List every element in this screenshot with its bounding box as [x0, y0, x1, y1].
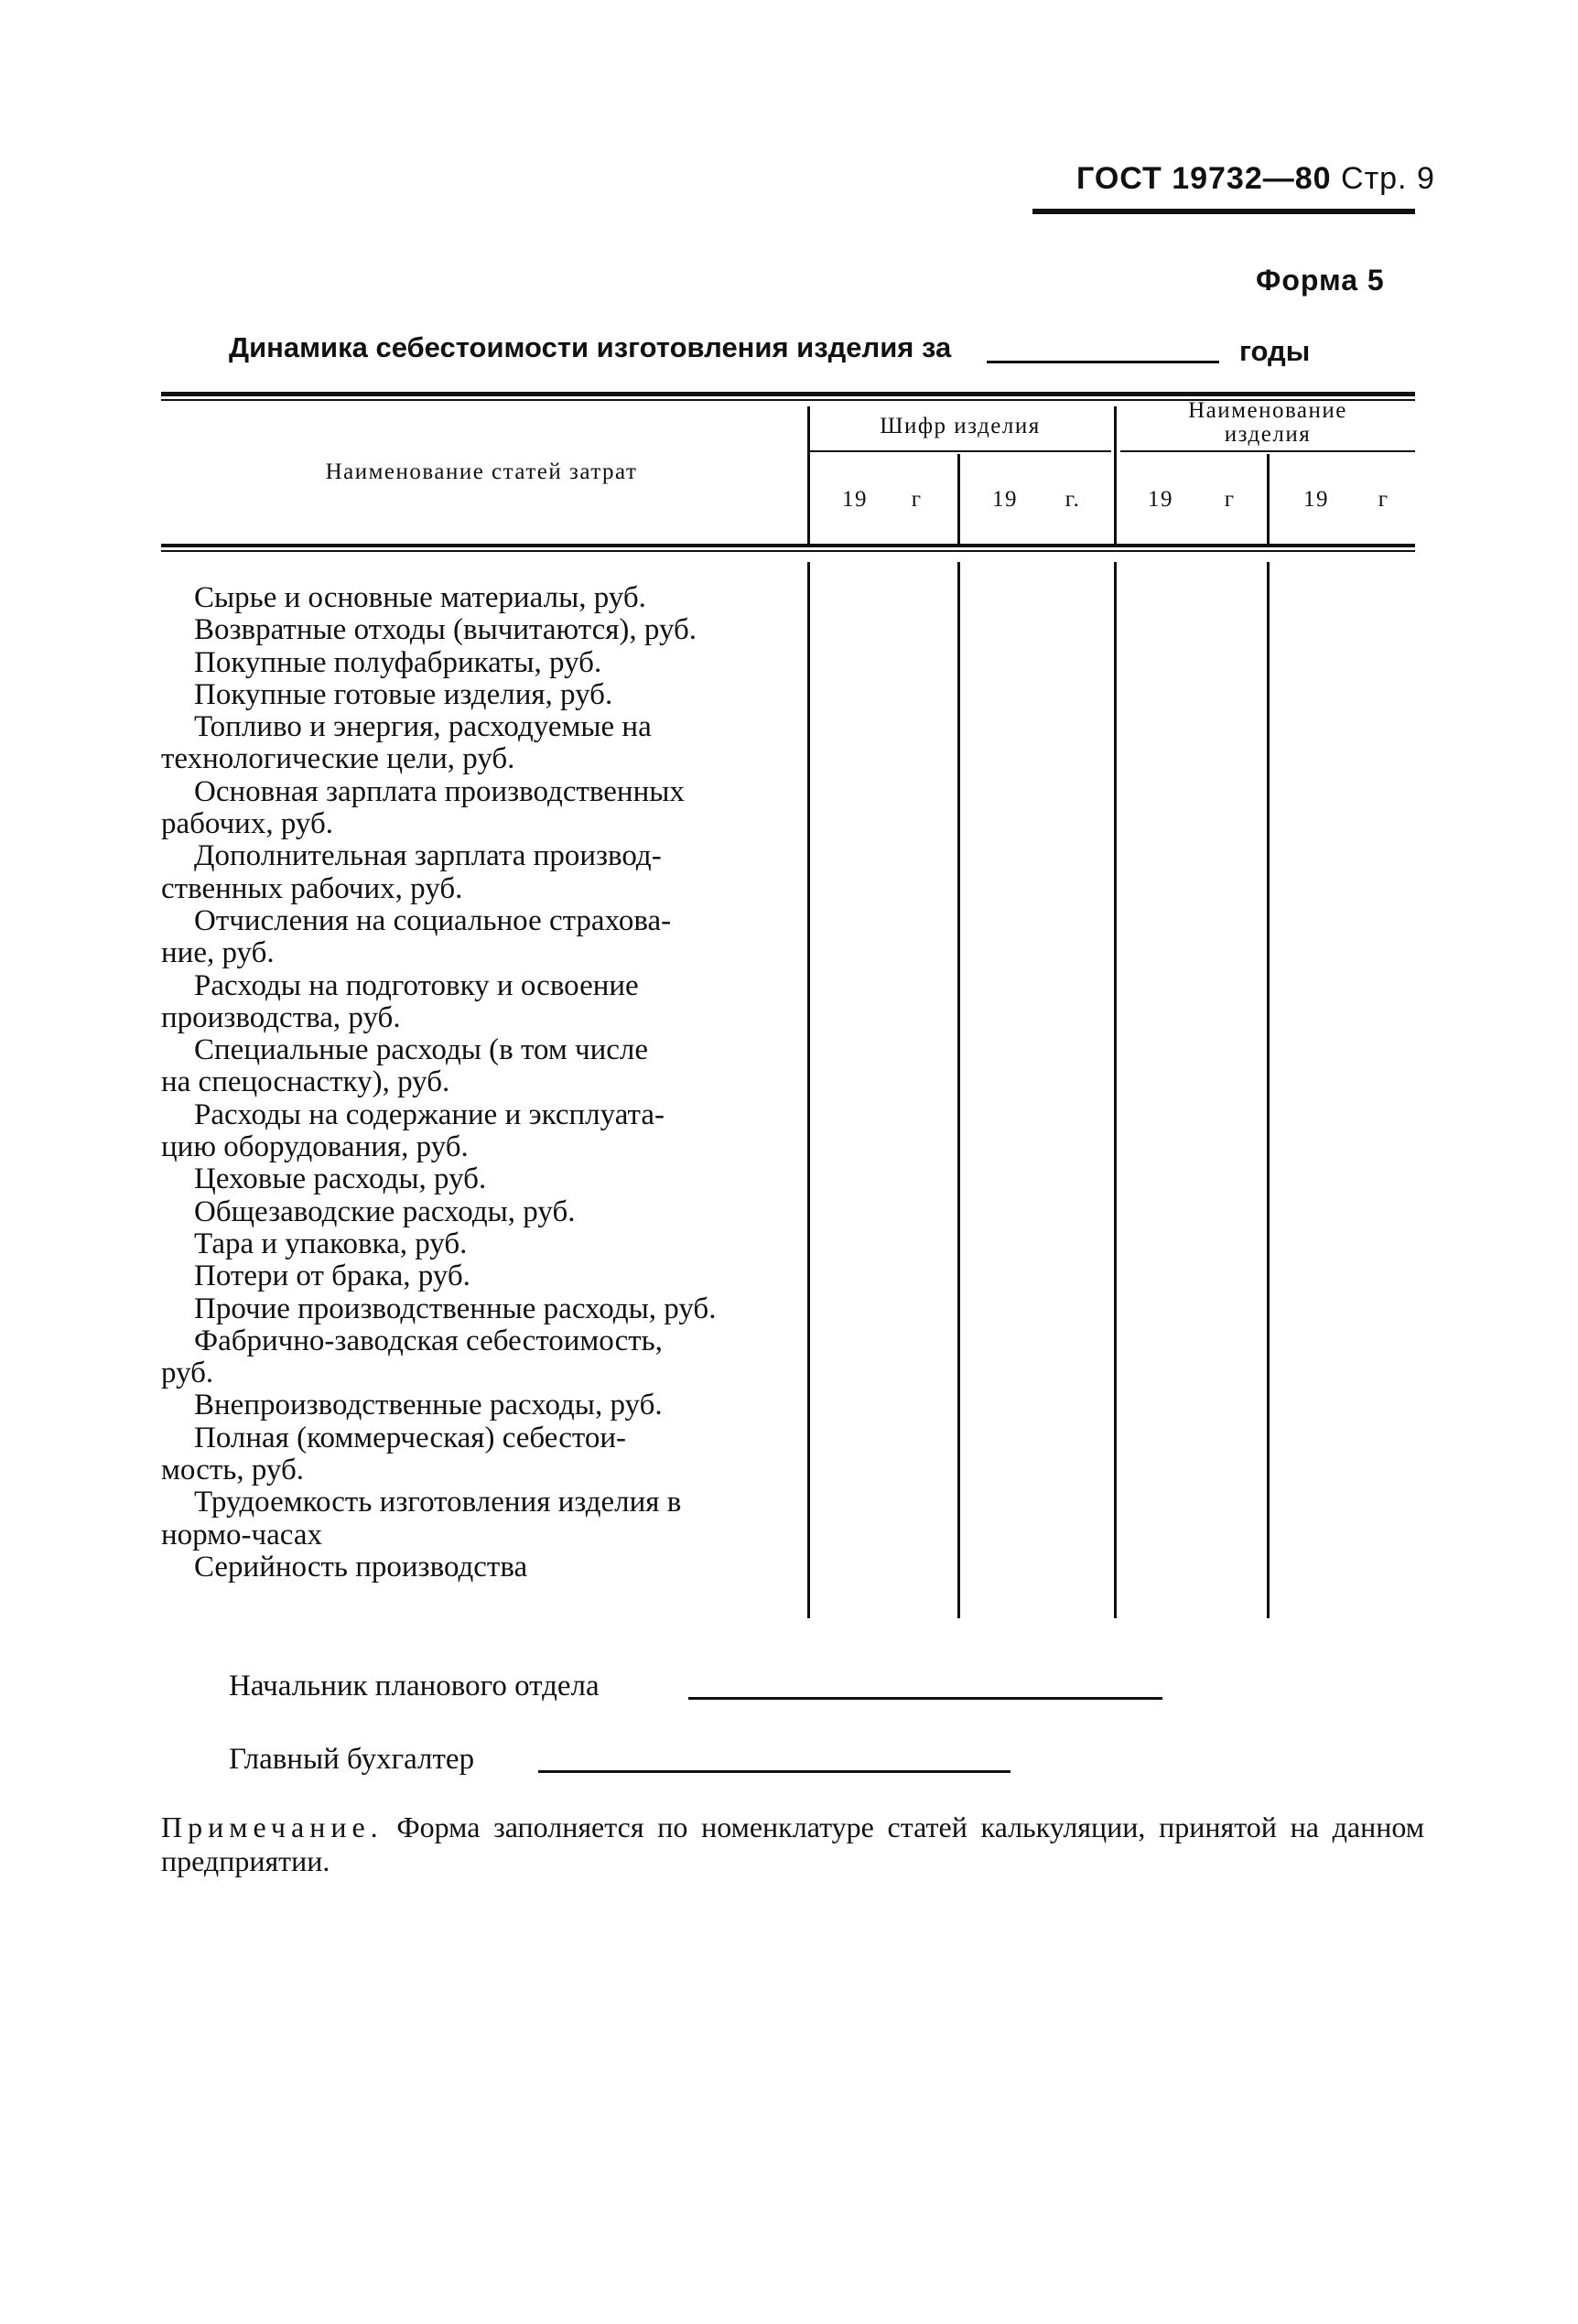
cost-item — [161, 1099, 793, 1164]
cost-item-text: Расходы на подготовку и освоение — [194, 968, 639, 1002]
signature-line-planning[interactable] — [688, 1697, 1162, 1700]
year-col-1-value: 19 — [842, 487, 868, 512]
cost-item-text: на спецоснастку), руб. — [161, 1065, 450, 1099]
cost-item-text: Потери от брака, руб. — [194, 1259, 470, 1293]
col-divider-y4-header — [1267, 454, 1270, 546]
cost-item-line-cont — [161, 1454, 793, 1486]
cost-item-line-cont — [161, 1066, 793, 1098]
cost-item-text: Отчисления на социальное страхова- — [194, 903, 672, 937]
cost-item-text: производства, руб. — [161, 1000, 401, 1034]
cost-item-line — [161, 647, 793, 679]
note-label: Примечание. — [161, 1811, 384, 1843]
signature-label-accountant: Главный бухгалтер — [229, 1743, 475, 1776]
cost-item-line — [161, 582, 793, 614]
year-col-2-unit: г. — [1065, 487, 1081, 512]
cost-item-text: ние, руб. — [161, 936, 275, 970]
signature-label-planning: Начальник планового отдела — [229, 1670, 600, 1702]
cost-item — [161, 614, 793, 646]
cost-item-text: Дополнительная зарплата производ- — [194, 839, 662, 873]
cost-item-text: Сырье и основные материалы, руб. — [194, 581, 646, 614]
cost-item-text: Фабрично-заводская себестоимость, — [194, 1324, 663, 1357]
cost-item-text: нормо-часах — [161, 1518, 322, 1551]
cost-item-text: Внепроизводственные расходы, руб. — [194, 1389, 663, 1422]
col-divider-y2-header — [957, 454, 960, 546]
header-bottom-rule-thin — [161, 550, 1415, 552]
cost-item — [161, 970, 793, 1035]
cost-item-line — [161, 1325, 793, 1357]
page-header — [1076, 161, 1435, 197]
cost-item-line — [161, 1486, 793, 1519]
header-bottom-rule — [161, 544, 1415, 547]
cost-item — [161, 776, 793, 841]
col-divider-y4 — [1267, 562, 1270, 1618]
year-col-3-unit: г — [1224, 487, 1236, 512]
header-rule — [1032, 209, 1415, 214]
cost-item-line — [161, 1099, 793, 1131]
cost-item — [161, 1389, 793, 1421]
cost-item — [161, 1228, 793, 1260]
cost-item-line — [161, 614, 793, 646]
form-title: Динамика себестоимости изготовления изделия за — [229, 331, 952, 363]
cost-item-text: Расходы на содержание и эксплуата- — [194, 1097, 665, 1131]
year-col-4-unit: г — [1378, 487, 1389, 512]
cost-item — [161, 1486, 793, 1551]
group-header-name: Наименование изделия — [1188, 398, 1347, 447]
standard-number: ГОСТ 19732—80 — [1076, 161, 1332, 196]
cost-item-line — [161, 1389, 793, 1421]
form-title-suffix: годы — [1239, 335, 1311, 367]
cost-item-text: цию оборудования, руб. — [161, 1130, 469, 1164]
group-header-rule-2 — [1120, 450, 1415, 452]
cost-item-line — [161, 1034, 793, 1066]
cost-item-text: Прочие производственные расходы, руб. — [194, 1292, 717, 1325]
year-col-4 — [1303, 487, 1389, 513]
cost-item-line — [161, 711, 793, 743]
cost-item-line-cont — [161, 1519, 793, 1551]
cost-item-text: ственных рабочих, руб. — [161, 871, 463, 905]
year-col-1 — [842, 487, 923, 513]
cost-item-line-cont — [161, 937, 793, 969]
cost-item-line-cont — [161, 1131, 793, 1163]
cost-item — [161, 1325, 793, 1390]
group-header-code: Шифр изделия — [880, 414, 1041, 438]
row-header-label: Наименование статей затрат — [325, 459, 638, 484]
cost-item-line — [161, 840, 793, 872]
cost-item-line-cont — [161, 743, 793, 775]
cost-item-line — [161, 679, 793, 711]
cost-item-line — [161, 1260, 793, 1292]
note-paragraph — [161, 1811, 1424, 1878]
col-divider-group-header — [1114, 406, 1117, 546]
year-col-2 — [992, 487, 1080, 513]
cost-item — [161, 711, 793, 776]
cost-item-line — [161, 1228, 793, 1260]
cost-item — [161, 1163, 793, 1195]
cost-item — [161, 1293, 793, 1325]
cost-item-text: рабочих, руб. — [161, 807, 334, 841]
col-divider-main-header — [807, 406, 810, 546]
cost-item-text: технологические цели, руб. — [161, 742, 515, 776]
year-col-1-unit: г — [911, 487, 923, 512]
cost-item-text: Цеховые расходы, руб. — [194, 1162, 487, 1196]
cost-item-text: Основная зарплата производственных — [194, 774, 685, 808]
cost-item — [161, 1034, 793, 1099]
cost-item-text: Топливо и энергия, расходуемые на — [194, 710, 652, 744]
cost-items-list — [161, 582, 793, 1584]
cost-item-text: Возвратные отходы (вычитаются), руб. — [194, 613, 697, 647]
cost-item-line — [161, 905, 793, 937]
cost-item-line — [161, 970, 793, 1002]
cost-item-line-cont — [161, 1002, 793, 1034]
cost-item-text: Трудоемкость изготовления изделия в — [194, 1486, 682, 1519]
cost-item-line-cont — [161, 873, 793, 905]
cost-item — [161, 679, 793, 711]
cost-item-text: Тара и упаковка, руб. — [194, 1227, 468, 1260]
year-col-2-value: 19 — [992, 487, 1018, 512]
cost-item — [161, 647, 793, 679]
cost-item-line — [161, 776, 793, 808]
cost-item-text: Серийность производства — [194, 1550, 528, 1584]
signature-line-accountant[interactable] — [538, 1770, 1011, 1773]
cost-item-line — [161, 1422, 793, 1454]
year-col-4-value: 19 — [1303, 487, 1329, 512]
note-text: Форма заполняется по номенклатуре статей калькуляции, принятой на данном предприятии. — [161, 1811, 1425, 1877]
years-blank-field[interactable] — [987, 361, 1219, 363]
cost-item-line — [161, 1196, 793, 1228]
cost-item-line-cont — [161, 1357, 793, 1389]
cost-item-text: Специальные расходы (в том числе — [194, 1033, 649, 1067]
cost-item-text: Покупные полуфабрикаты, руб. — [194, 645, 602, 679]
cost-item-line — [161, 1293, 793, 1325]
cost-item-text: Общезаводские расходы, руб. — [194, 1194, 576, 1228]
cost-item-text: Покупные готовые изделия, руб. — [194, 677, 613, 711]
page-number: Стр. 9 — [1341, 161, 1435, 196]
cost-item-text: руб. — [161, 1357, 214, 1390]
cost-item-text: Полная (коммерческая) себестои- — [194, 1421, 627, 1454]
group-header-rule-1 — [809, 450, 1111, 452]
year-col-3 — [1148, 487, 1236, 513]
table-top-rule — [161, 392, 1415, 396]
cost-item — [161, 1551, 793, 1584]
col-divider-y2 — [957, 562, 960, 1618]
cost-item — [161, 1260, 793, 1292]
form-label: Форма 5 — [1256, 264, 1385, 297]
cost-item-line — [161, 1163, 793, 1195]
year-col-3-value: 19 — [1148, 487, 1173, 512]
col-divider-group — [1114, 562, 1117, 1618]
cost-item — [161, 582, 793, 614]
cost-item-line-cont — [161, 808, 793, 840]
cost-item-text: мость, руб. — [161, 1454, 304, 1487]
cost-item — [161, 840, 793, 905]
cost-item-line — [161, 1551, 793, 1584]
col-divider-main — [807, 562, 810, 1618]
cost-item — [161, 1196, 793, 1228]
cost-item — [161, 905, 793, 970]
cost-item — [161, 1422, 793, 1487]
